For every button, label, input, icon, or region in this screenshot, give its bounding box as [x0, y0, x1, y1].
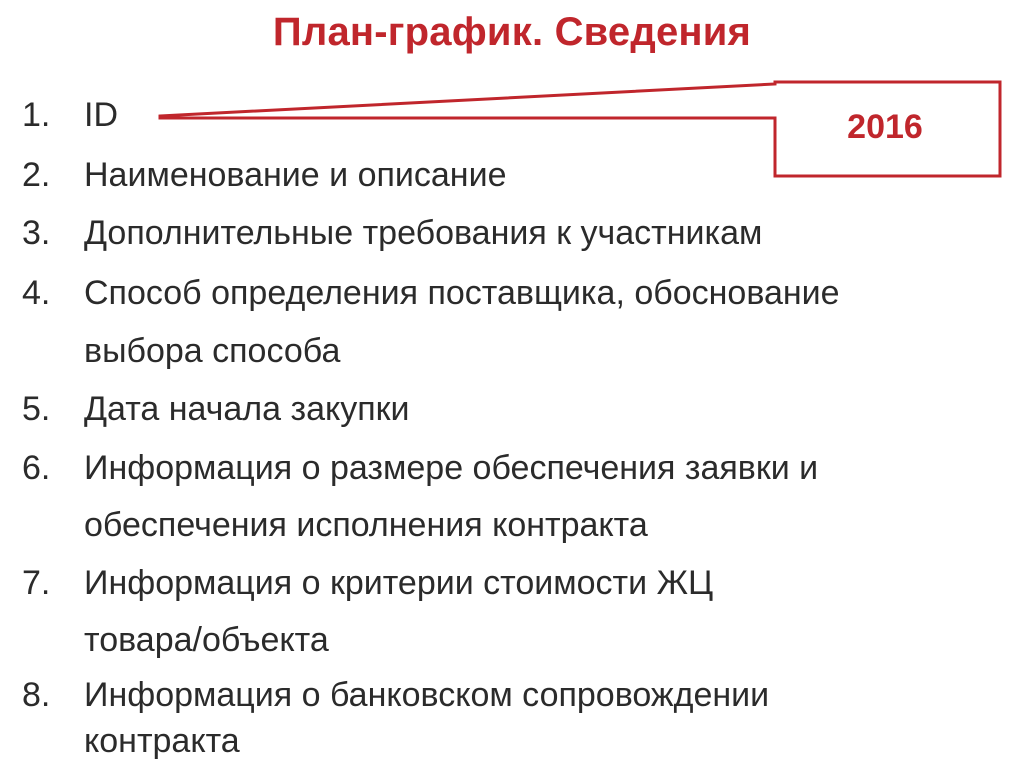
list-item-number: 3.	[22, 214, 51, 252]
slide-title: План-график. Сведения	[272, 10, 752, 54]
list-item-text: Дополнительные требования к участникам	[84, 214, 763, 252]
list-item-number: 2.	[22, 156, 51, 194]
list-item-text: Способ определения поставщика, обоснование	[84, 274, 840, 312]
callout-year-label: 2016	[847, 108, 923, 146]
list-item-text: выбора способа	[84, 332, 341, 370]
list-item-text: Наименование и описание	[84, 156, 507, 194]
list-item-text: Информация о критерии стоимости ЖЦ	[84, 564, 714, 602]
list-item-number: 8.	[22, 676, 51, 714]
list-item-text: Дата начала закупки	[84, 390, 410, 428]
list-item-text: обеспечения исполнения контракта	[84, 506, 648, 544]
list-item-text: Информация о размере обеспечения заявки и	[84, 449, 819, 487]
list-item-text: Информация о банковском сопровождении	[84, 676, 770, 714]
list-item-text: товара/объекта	[84, 621, 329, 659]
list-item-number: 1.	[22, 96, 51, 134]
list-item-number: 7.	[22, 564, 51, 602]
list-item-text: контракта	[84, 722, 240, 760]
list-item-text: ID	[84, 96, 118, 134]
list-item-number: 5.	[22, 390, 51, 428]
list-item-number: 6.	[22, 449, 51, 487]
list-item-number: 4.	[22, 274, 51, 312]
